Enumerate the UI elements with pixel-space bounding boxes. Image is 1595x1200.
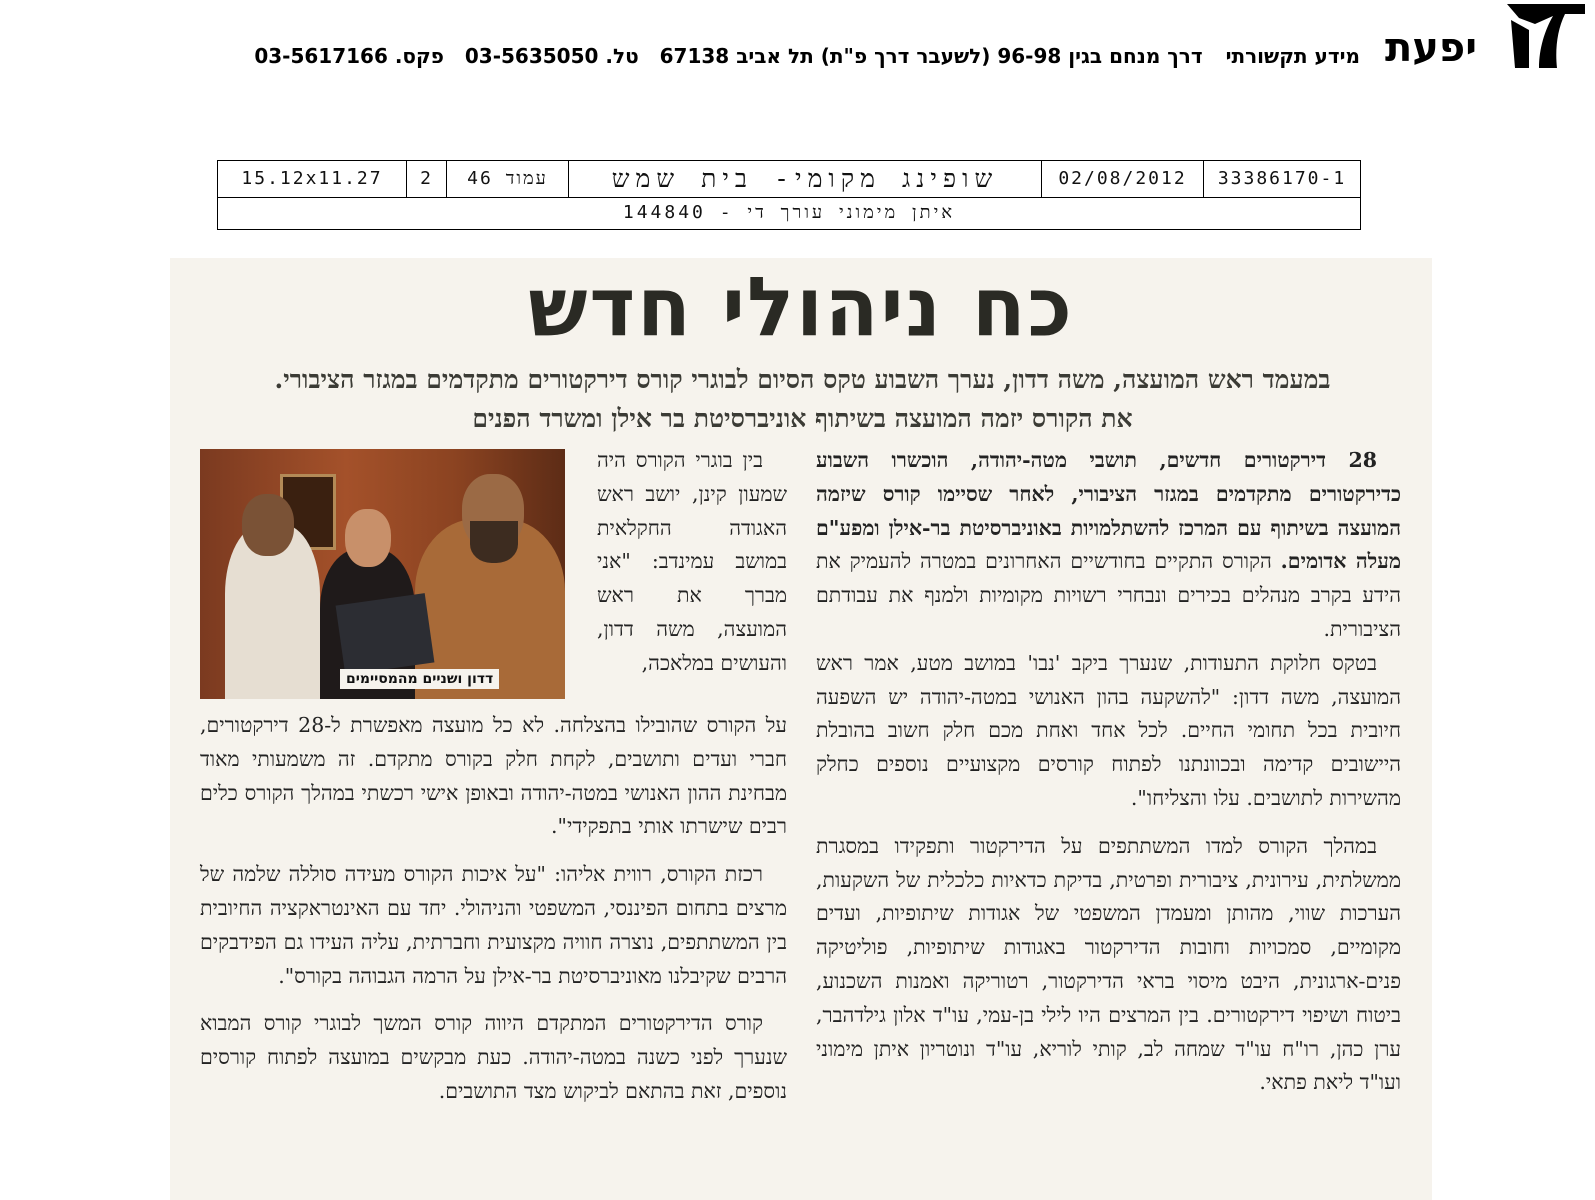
brand-tagline: מידע תקשורתי — [1225, 44, 1360, 68]
article-column-left — [200, 444, 787, 1109]
article-paragraph: במהלך הקורס למדו המשתתפים על הדירקטור ותפקידו במסגרת ממשלתית, עירונית, ציבורית ופרטית, בדיקת כדאיות כלכלית של השקעות, הערכות שווי, מהותן ומעמדן המשפטי של אגודות שיתופיות, ועדים מקומיים, סמכויות וחובות הדירקטור באגודות שיתופיות, פוליטיקה פנים-ארגונית, היבט מיסוי בראי הדירקטור, רטוריקה ואמנות השכנוע, ביטוח ושיפוי דירקטורים. בין המרצים היו לילי בן-עמי, עו"ד אלון גילדהבר, ערן כהן, רו"ח עו"ד שמחה לב, קותי לוריא, עו"ד ונוטריון איתן מימוני ועו"ד ליאת פתאי. — [816, 833, 1401, 1095]
article-paragraph — [816, 444, 1401, 647]
clip-info-box — [217, 160, 1361, 230]
article-headline: כח ניהולי חדש — [528, 260, 1074, 356]
article-paragraph: רכזת הקורס, רווית אליהו: "על איכות הקורס מעידה סוללה שלמה של מרצים בתחום הפיננסי, המשפטי והניהולי. יחד עם האינטראקציה החיובית בין המשתתפים, נוצרה חוויה מקצועית וחברתית, עליה העידו גם הפידבקים הרבים שקיבלנו מאוניברסיטת בר-אילן על הרמה הגבוהה בקורס". — [200, 862, 787, 988]
clip-date: 02/08/2012 — [1042, 161, 1204, 197]
brand-name: יפעת — [1384, 25, 1477, 71]
article-subhead: במעמד ראש המועצה, משה דדון, נערך השבוע טקס הסיום לבוגרי קורס דירקטורים מתקדמים במגזר הציבורי. את הקורס יזמה המועצה בשיתוף אוניברסיטת בר אילן ומשרד הפנים — [274, 365, 1331, 433]
article-lead-cont: הקורס התקיים בחודשיים האחרונים במטרה להעמיק את הידע בקרב מנהלים בכירים ונבחרי רשויות מקומיות ולמנף את עבודתם הציבורית. — [816, 549, 1401, 641]
clip-ordinal: 2 — [407, 161, 447, 197]
article-scan — [170, 258, 1432, 1200]
fax: פקס. 03-5617166 — [254, 44, 444, 68]
clip-publication: שופינג מקומי- בית שמש — [569, 161, 1042, 197]
clip-info-row — [218, 161, 1360, 198]
letterhead — [0, 0, 1595, 110]
article-paragraph: על הקורס שהובילו בהצלחה. לא כל מועצה מאפשרת ל-28 דירקטורים, חברי ועדים ותושבים, לקחת חלק בקורס מתקדם. זה משמעותי מאוד מבחינת ההון האנושי במטה-יהודה ובאופן אישי רכשתי במהלך הקורס כלים רבים שישרתו אותי בתפקידי". — [200, 713, 787, 839]
article-paragraph: בין בוגרי הקורס היה שמעון קינן, יושב ראש האגודה החקלאית במושב עמינדב: "אני מברך את ראש המועצה, משה דדון, והעושים במלאכה, — [597, 448, 787, 675]
article-photo — [200, 449, 565, 699]
article-lead: 28 דירקטורים חדשים, תושבי מטה-יהודה, הוכשרו השבוע כדירקטורים מתקדמים במגזר הציבורי, לאחר שסיימו קורס שיזמה המועצה בשיתוף עם המרכז להשתלמויות באוניברסיטת בר-אילן ומפע"ם מעלה אדומים. — [816, 448, 1401, 574]
article-left-rest — [200, 699, 787, 1109]
contact-line — [254, 44, 1360, 68]
clip-client: איתן מימוני עורך די - 144840 — [622, 202, 956, 223]
article-column-right — [816, 444, 1401, 1100]
yifat-logo-icon — [1505, 0, 1587, 72]
article-paragraph: קורס הדירקטורים המתקדם היווה קורס המשך לבוגרי קורס המבוא שנערך לפני כשנה במטה-יהודה. כעת מבקשים במועצה לפתוח קורסים נוספים, זאת בהתאם לביקוש מצד התושבים. — [200, 1011, 787, 1103]
phone: טל. 03-5635050 — [464, 44, 639, 68]
address: דרך מנחם בגין 96-98 (לשעבר דרך פ"ת) תל אביב 67138 — [659, 44, 1203, 68]
article-paragraph: בטקס חלוקת התעודות, שנערך ביקב 'נבו' במושב מטע, אמר ראש המועצה, משה דדון: "להשקעה בהון האנושי במטה-יהודה יש השפעה חיובית בכל תחומי החיים. לכל אחד ואחת מכם חלק חשוב בהובלת היישובים קדימה ובכוונתנו לפתוח קורסים מקצועיים נוספים כחלק מהשירות לתושבים. עלו והצליחו". — [816, 650, 1401, 810]
certificate-binder-icon — [336, 593, 435, 675]
clip-id: 33386170-1 — [1217, 168, 1347, 189]
photo-caption: דדון ושניים מהמסיימים — [340, 669, 499, 689]
clip-dimensions: 15.12x11.27 — [218, 161, 407, 197]
clip-page: עמוד 46 — [447, 161, 569, 197]
